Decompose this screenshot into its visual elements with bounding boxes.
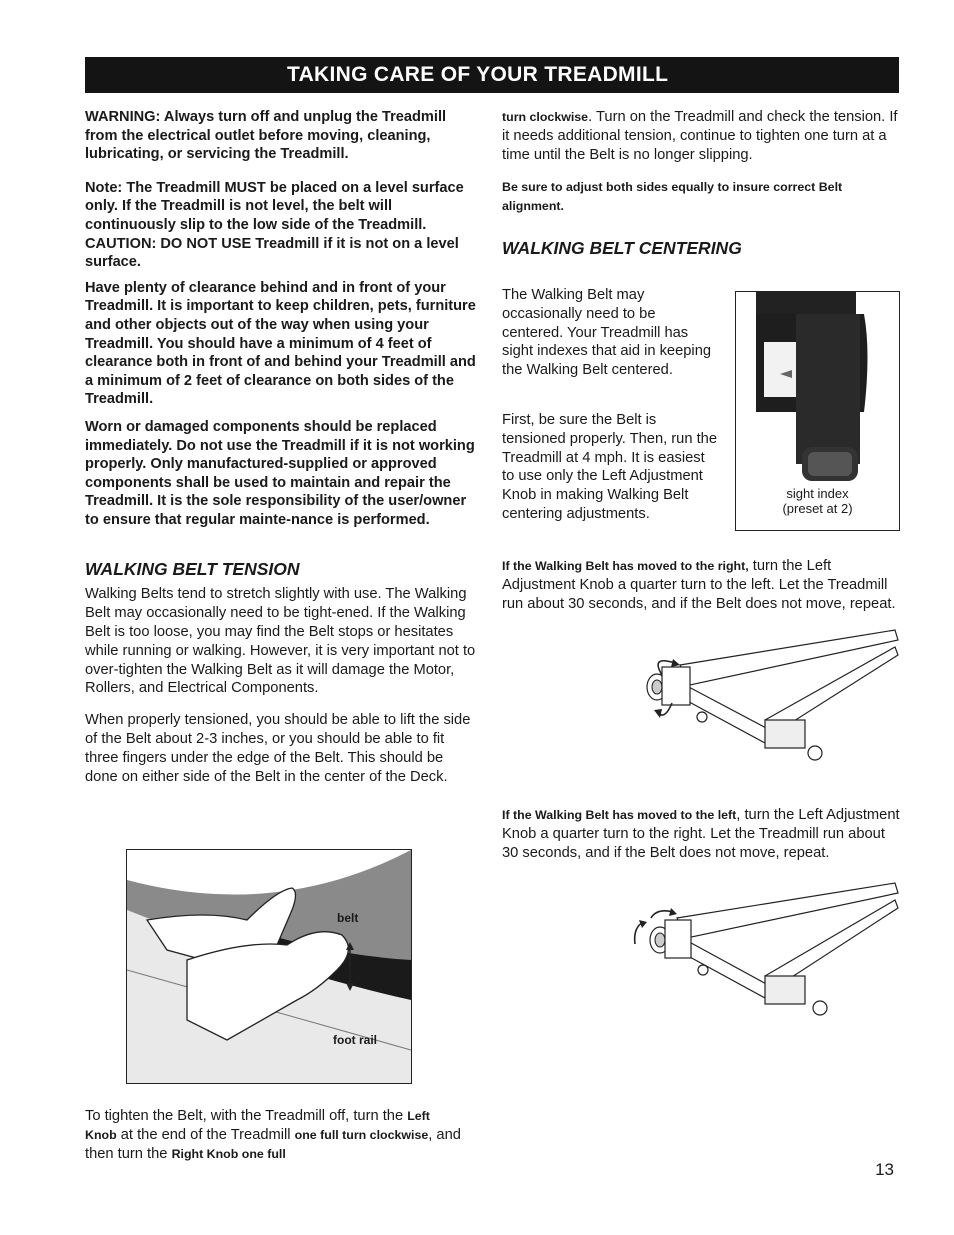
centering-paragraph-1: The Walking Belt may occasionally need to be centered. Your Treadmill has sight indexes that aid in keeping the Walking Belt centered. [502, 287, 712, 379]
tension-paragraph-1: Walking Belts tend to stretch slightly with use. The Walking Belt may occasionally need to be tight-ened. If the Walking Belt is too loose, you may find the Belt stops or hesitates while running or walking. However, it is very important not to over-tighten the Walking Belt as it will damage the Motor, Rollers, and Electrical Components. [85, 586, 476, 697]
section-banner [85, 57, 899, 93]
tension-continued-paragraph: turn clockwise. Turn on the Treadmill and check the tension. If it needs additional tension, continue to tighten one turn at a time until the Belt is no longer slipping. [502, 109, 898, 163]
sight-index-figure [735, 291, 900, 531]
sight-index-caption: sight index (preset at 2) [782, 486, 853, 516]
tension-paragraph-2: When properly tensioned, you should be able to lift the side of the Belt about 2-3 inches, or you should be able to fit three fingers under the edge of the Belt. This should be done on either side of the Belt in the center of the Deck. [85, 712, 471, 785]
belt-lift-illustration [127, 850, 411, 1083]
moved-right-paragraph: If the Walking Belt has moved to the right, turn the Left Adjustment Knob a quarter turn to the left. Let the Treadmill run about 30 seconds, and if the Belt does not move, repeat. [502, 558, 896, 612]
page-title: TAKING CARE OF YOUR TREADMILL [287, 63, 669, 86]
tension-heading: WALKING BELT TENSION [85, 559, 300, 580]
worn-components-paragraph: Worn or damaged components should be replaced immediately. Do not use the Treadmill if it is not working properly. Only manufactured-supplied or approved components shall be used to maintain and repair the Treadmill. It is the sole responsibility of the user/owner to ensure that regular mainte-nance is performed. [85, 418, 475, 528]
foot-rail-label: foot rail [333, 1033, 377, 1047]
right-column [502, 108, 900, 259]
note-paragraph: Note: The Treadmill MUST be placed on a level surface only. If the Treadmill is not level, the belt will continuously slip to the low side of the Treadmill. CAUTION: DO NOT USE Treadmill if it is not on a level surface. [85, 179, 464, 271]
belt-label: belt [337, 911, 359, 925]
belt-tension-figure [126, 849, 412, 1084]
sight-index-illustration [736, 292, 899, 482]
centering-heading: WALKING BELT CENTERING [502, 238, 742, 259]
page-number: 13 [875, 1160, 894, 1179]
adjust-both-sides-note: Be sure to adjust both sides equally to insure correct Belt alignment. [502, 180, 843, 214]
tighten-paragraph: To tighten the Belt, with the Treadmill off, turn the Left Knob at the end of the Treadmill one full turn clockwise, and then turn the Right Knob one full [85, 1108, 461, 1162]
treadmill-knob-left-turn-diagram [640, 625, 900, 765]
warning-paragraph: WARNING: Always turn off and unplug the Treadmill from the electrical outlet before moving, cleaning, lubricating, or servicing the Treadmill. [85, 109, 447, 163]
left-column [85, 108, 479, 786]
moved-left-paragraph: If the Walking Belt has moved to the left, turn the Left Adjustment Knob a quarter turn to the right. Let the Treadmill run about 30 seconds, and if the Belt does not move, repeat. [502, 807, 900, 861]
treadmill-knob-right-turn-diagram [625, 878, 900, 1018]
centering-paragraph-2: First, be sure the Belt is tensioned properly. Then, run the Treadmill at 4 mph. It is easiest to use only the Left Adjustment Knob in making Walking Belt centering adjustments. [502, 412, 718, 522]
clearance-paragraph: Have plenty of clearance behind and in front of your Treadmill. It is important to keep children, pets, furniture and other objects out of the way when using your Treadmill. You should have a minimum of 4 feet of clearance both in front of and behind your Treadmill and a minimum of 2 feet of clearance on both sides of the Treadmill. [85, 279, 476, 408]
